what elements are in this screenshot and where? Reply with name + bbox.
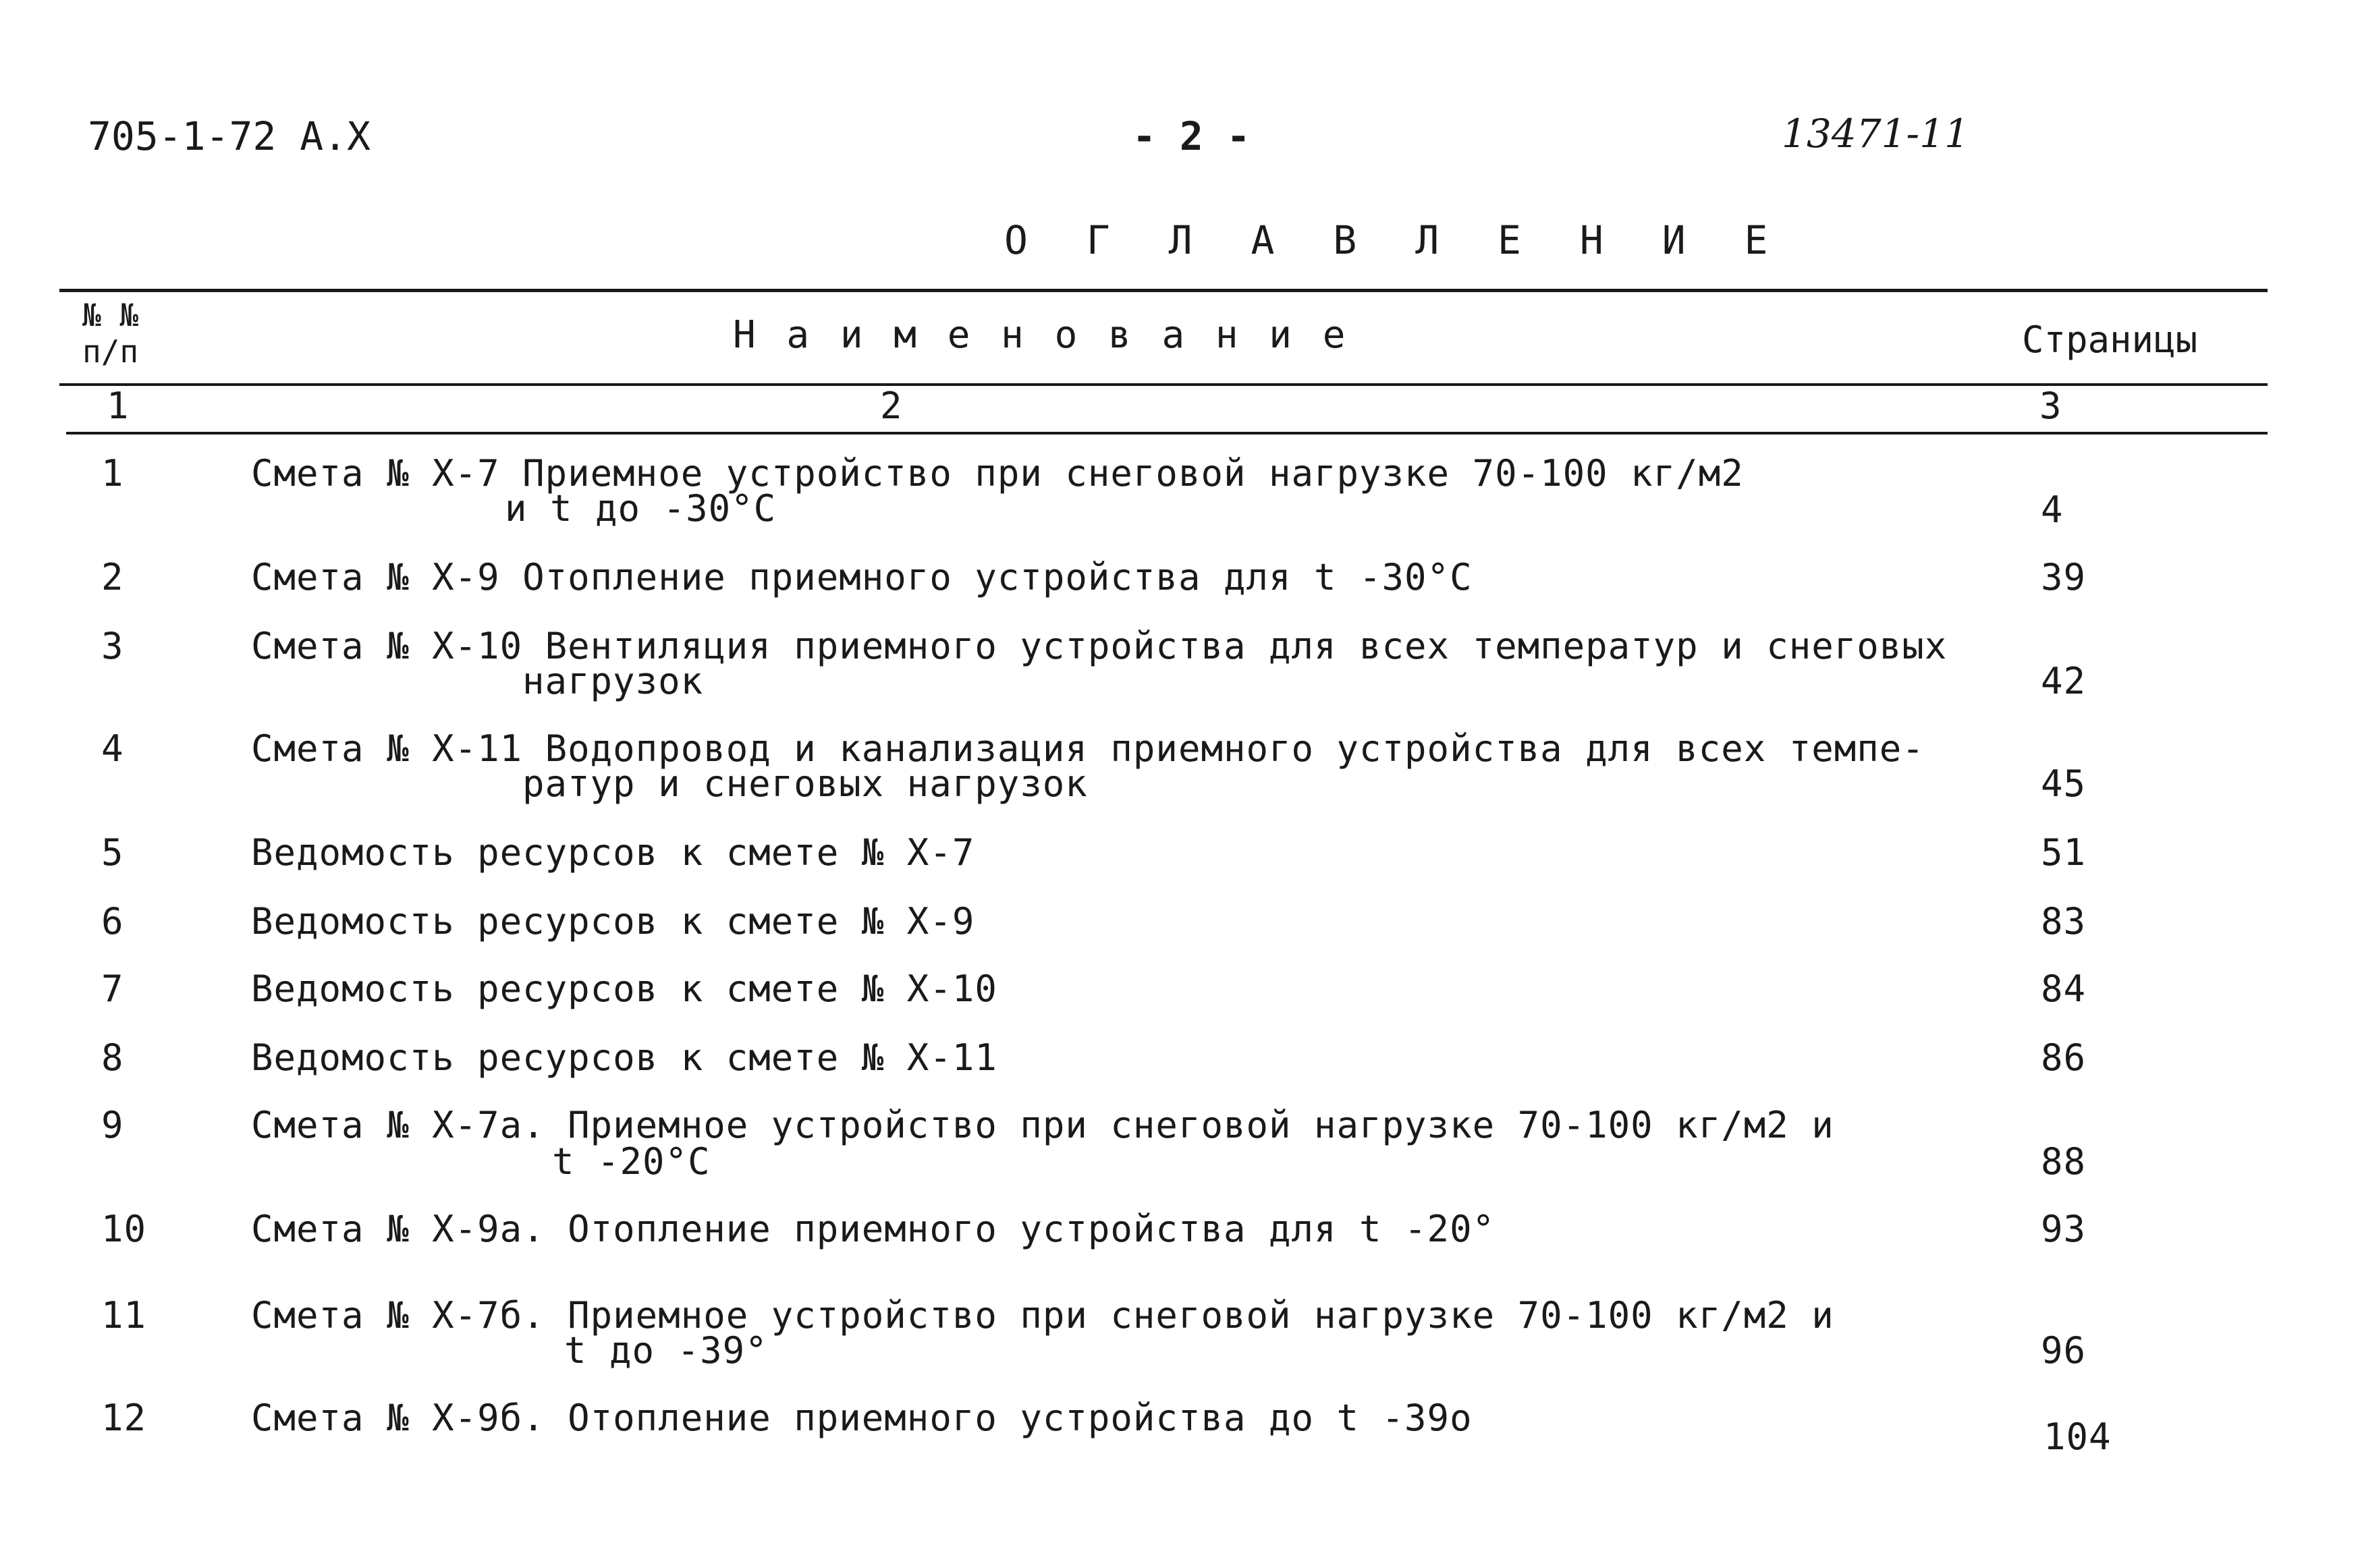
row-page: 104: [2044, 1416, 2112, 1458]
row-page: 45: [2041, 762, 2087, 805]
row-title: Смета № Х-10 Вентиляция приемного устройства для всех температур и снеговых: [251, 625, 1948, 667]
row-page: 84: [2041, 968, 2087, 1010]
row-number: 11: [101, 1294, 147, 1337]
column-header-name: Н а и м е н о в а н и е: [733, 313, 1350, 357]
row-title: Смета № Х-11 Водопровод и канализация приемного устройства для всех темпе-: [251, 727, 1925, 770]
row-title: Смета № Х-7б. Приемное устройство при снеговой нагрузке 70-100 кг/м2 и: [251, 1294, 1834, 1337]
row-number: 2: [101, 556, 124, 598]
row-title: Смета № Х-7 Приемное устройство при снеговой нагрузке 70-100 кг/м2: [251, 452, 1744, 495]
row-page: 86: [2041, 1036, 2087, 1079]
column-numbers-rule: [66, 432, 2268, 435]
row-page: 51: [2041, 831, 2087, 874]
page-title: О Г Л А В Л Е Н И Е: [1004, 217, 1786, 263]
row-title-continuation: t -20°С: [552, 1140, 711, 1183]
table-top-rule: [59, 289, 2268, 292]
row-title: Смета № Х-9б. Отопление приемного устройства до t -39о: [251, 1397, 1473, 1439]
row-number: 3: [101, 625, 124, 667]
row-title: Смета № Х-7а. Приемное устройство при снеговой нагрузке 70-100 кг/м2 и: [251, 1104, 1834, 1146]
row-page: 83: [2041, 900, 2087, 943]
row-page: 39: [2041, 556, 2087, 598]
row-title: Ведомость ресурсов к смете № Х-11: [251, 1036, 997, 1079]
page-number: - 2 -: [1132, 113, 1251, 159]
row-number: 12: [101, 1397, 147, 1439]
row-number: 9: [101, 1104, 124, 1146]
row-number: 6: [101, 900, 124, 943]
row-number: 8: [101, 1036, 124, 1079]
row-page: 96: [2041, 1329, 2087, 1372]
row-number: 10: [101, 1208, 147, 1250]
column-number-3: 3: [2039, 385, 2062, 427]
row-title-continuation: t до -39°: [564, 1329, 768, 1372]
header-bottom-rule: [59, 383, 2268, 386]
handwritten-number: 13471-11: [1782, 111, 1969, 157]
row-number: 7: [101, 968, 124, 1010]
column-number-2: 2: [880, 385, 903, 427]
row-title-continuation: и t до -30°С: [505, 487, 777, 530]
row-title: Смета № Х-9а. Отопление приемного устройства для t -20°: [251, 1208, 1496, 1250]
row-number: 4: [101, 727, 124, 770]
row-title: Ведомость ресурсов к смете № Х-10: [251, 968, 997, 1010]
document-code: 705-1-72 А.Х: [88, 113, 371, 159]
column-header-number-2: п/п: [82, 333, 139, 370]
row-title: Смета № Х-9 Отопление приемного устройства для t -30°С: [251, 556, 1473, 598]
row-page: 93: [2041, 1208, 2087, 1250]
row-number: 5: [101, 831, 124, 874]
row-page: 42: [2041, 660, 2087, 702]
column-header-number-1: № №: [82, 297, 139, 333]
row-title: Ведомость ресурсов к смете № Х-7: [251, 831, 975, 874]
row-title: Ведомость ресурсов к смете № Х-9: [251, 900, 975, 943]
row-number: 1: [101, 452, 124, 495]
row-page: 4: [2041, 488, 2064, 531]
column-header-pages: Страницы: [2022, 318, 2198, 361]
row-page: 88: [2041, 1140, 2087, 1183]
row-title-continuation: нагрузок: [522, 660, 704, 702]
row-title-continuation: ратур и снеговых нагрузок: [522, 762, 1088, 805]
column-number-1: 1: [107, 385, 130, 427]
